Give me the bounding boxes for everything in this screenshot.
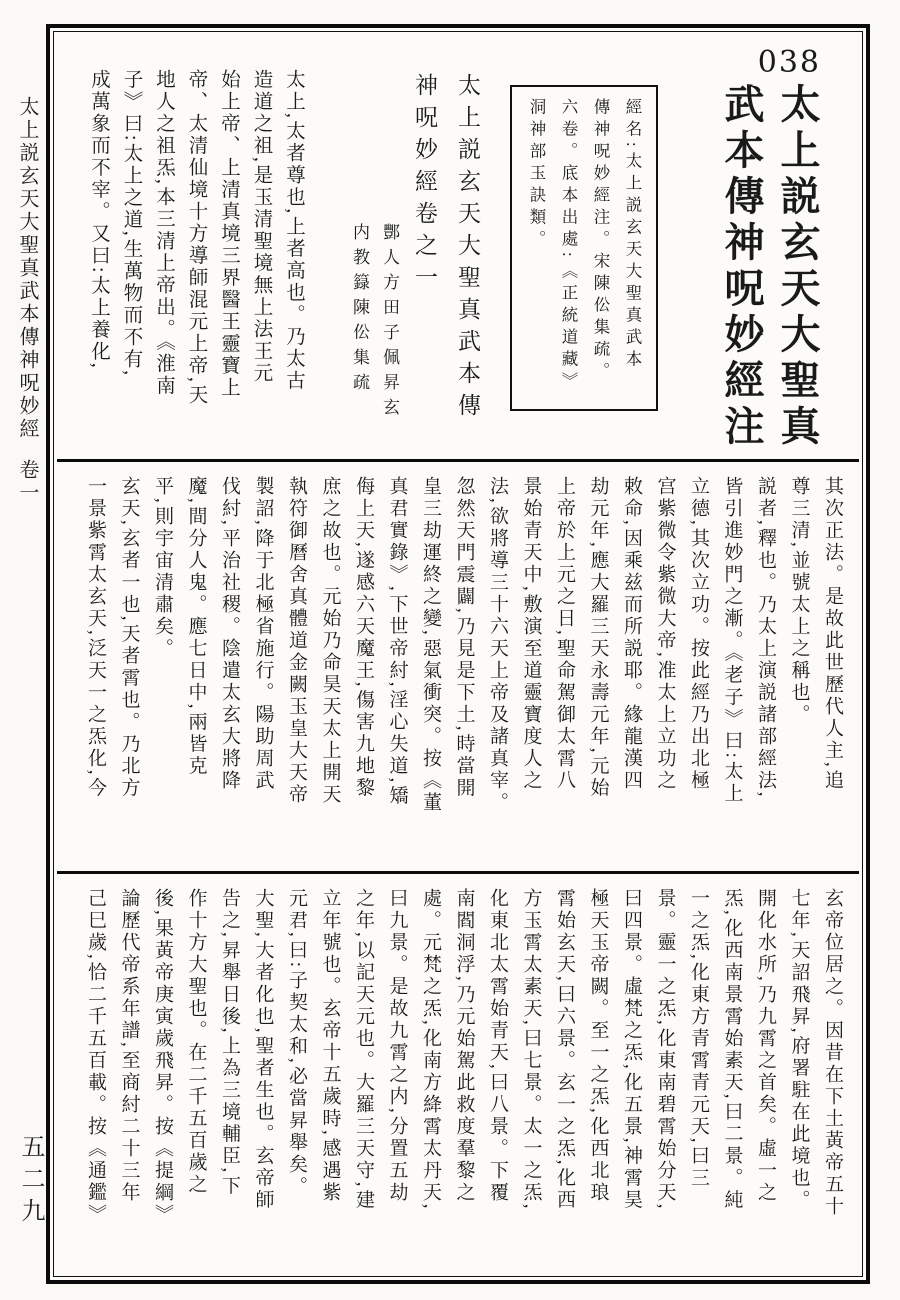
text-column: 劫元年,應大羅三天永壽元年,元始	[587, 476, 609, 800]
section-title-column-2: 神呪妙經卷之一	[412, 73, 437, 297]
text-column: 侮上天,遂感六天魔王,傷害九地黎	[353, 476, 374, 800]
attribution-column-2: 内教籙陳伀集疏	[350, 223, 369, 398]
text-column: 造道之祖,是玉清聖境無上法王元	[250, 69, 272, 385]
text-column: 始上帝、上清真境三界醫王靈寶上	[218, 69, 239, 399]
text-column: 上帝於上元之日,聖命駕御太霄八	[554, 476, 575, 792]
text-column: 帝、太清仙境十方導師混元上帝,天	[185, 69, 207, 407]
text-column: 太上,太者尊也,上者高也。乃太古	[283, 69, 304, 392]
commentary-band-1	[82, 69, 310, 451]
text-column: 敕命,因乘兹而所説耶。緣龍漢四	[621, 476, 642, 792]
text-column: 元君,曰:子契太和,必當昇舉矣。	[286, 888, 307, 1198]
spine-title-text: 太上説玄天大聖真武本傳神呪妙經	[16, 96, 38, 441]
text-column: 立德,其次立功。按此經乃出北極	[688, 476, 709, 792]
main-title	[713, 83, 825, 455]
colophon-box	[510, 85, 658, 411]
spine-volume-label: 卷一	[16, 459, 38, 505]
text-column: 極天玉帝闕。至一之炁,化西北琅	[587, 888, 609, 1204]
page-frame	[46, 24, 870, 1284]
attribution	[344, 223, 404, 453]
text-column: 後,果黃帝庚寅歲飛昇。按《提綱》	[152, 888, 173, 1226]
band-title-section	[57, 35, 859, 459]
spine-title	[13, 96, 42, 536]
text-column: 曰九景。是故九霄之内,分置五劫	[386, 888, 408, 1204]
text-column: 六卷。底本出處:《正統道藏》	[559, 98, 578, 395]
text-column: 經名:太上説玄天大聖真武本	[623, 98, 642, 373]
band-commentary-3	[57, 871, 859, 1280]
commentary-band-3-text	[63, 888, 849, 1272]
text-column: 炁,化西南景霄始素天,曰二景。純	[721, 888, 743, 1212]
text-column: 其次正法。是故此世歷代人主,追	[822, 476, 843, 792]
attribution-column-1: 酆人方田子佩昇玄	[380, 223, 399, 423]
text-column: 景。靈一之炁,化東南碧霄始分天,	[654, 888, 676, 1212]
section-title	[403, 73, 489, 453]
text-column: 論歷代帝系年譜,至商紂二十三年	[118, 888, 140, 1204]
text-column: 真君實錄》,下世帝紂,淫心失道,矯	[386, 476, 408, 808]
text-column: 玄帝位居之。因昔在下土黃帝五十	[822, 888, 843, 1218]
text-column: 製詔,降于北極省施行。陽助周武	[252, 476, 274, 792]
main-title-column-1: 太上説玄天大聖真	[775, 83, 820, 451]
text-column: 己巳歲,恰二千五百載。按《通鑑》	[85, 888, 106, 1226]
section-title-column-1: 太上説玄天大聖真武本傳	[455, 73, 480, 425]
folio-number: 五二九	[17, 1134, 43, 1230]
text-column: 伐紂,平治社稷。陰遣太玄大將降	[219, 476, 240, 792]
stamp-number: 038	[757, 45, 821, 80]
text-column: 一之炁,化東方青霄青元天,曰三	[688, 888, 709, 1190]
band-commentary-2	[57, 459, 859, 871]
commentary-band-2-text	[63, 476, 849, 863]
text-column: 傳神呪妙經注。宋陳伀集疏。	[591, 98, 610, 384]
text-column: 忽然天門震闢,乃見是下土,時當開	[453, 476, 475, 800]
main-title-column-2: 武本傳神呪妙經注	[719, 83, 764, 451]
text-column: 執符御曆舍真體道金闕玉皇大天帝	[286, 476, 307, 806]
text-column: 之年,以記天元也。大羅三天守,建	[353, 888, 374, 1212]
text-column: 地人之祖炁,本三清上帝出。《淮南	[153, 69, 174, 397]
text-column: 開化水所,乃九霄之首矣。虛一之	[755, 888, 776, 1204]
text-column: 説者,釋也。乃太上演説諸部經法,	[755, 476, 776, 800]
text-column: 立年號也。玄帝十五歲時,感遇紫	[319, 888, 341, 1204]
text-column: 宫紫微令紫微大帝,准太上立功之	[654, 476, 676, 792]
text-column: 子》曰:太上之道,生萬物而不有,	[120, 69, 142, 378]
text-column: 洞神部玉訣類。	[527, 98, 546, 252]
text-column: 處。元梵之炁,化南方絳霄太丹天,	[420, 888, 441, 1212]
text-column: 作十方大聖也。在二千五百歲之	[185, 888, 207, 1196]
text-column: 七年,天詔飛昇,府署駐在此境也。	[788, 888, 810, 1212]
text-column: 大聖,大者化也,聖者生也。玄帝師	[252, 888, 274, 1212]
page-content	[57, 35, 859, 1273]
text-column: 化東北太霄始青天,曰八景。下覆	[487, 888, 508, 1204]
text-column: 庶之故也。元始乃命昊天太上開天	[319, 476, 341, 806]
text-column: 尊三清,並號太上之稱也。	[788, 476, 810, 726]
text-column: 景始青天中,敷演至道靈寶度人之	[520, 476, 542, 792]
text-column: 玄天,玄者一也,天者霄也。乃北方	[118, 476, 140, 800]
text-column: 一景紫霄太玄天,泛天一之炁化,今	[85, 476, 106, 800]
text-column: 成萬象而不宰。又曰:太上養化,	[88, 69, 109, 371]
text-column: 南閻洞浮,乃元始駕此救度羣黎之	[453, 888, 475, 1204]
text-column: 曰四景。虛梵之炁,化五景,神霄昊	[621, 888, 642, 1212]
text-column: 告之,昇舉日後,上為三境輔臣,下	[219, 888, 240, 1198]
text-column: 霄始玄天,曰六景。玄一之炁,化西	[554, 888, 575, 1212]
text-column: 方玉霄太素天,曰七景。太一之炁,	[520, 888, 542, 1212]
text-column: 法,欲將導三十六天上帝及諸真宰。	[487, 476, 508, 814]
text-column: 皇三劫運終之變,惡氣衝突。按《董	[420, 476, 441, 814]
text-column: 皆引進妙門之漸。《老子》曰:太上	[721, 476, 743, 805]
text-column: 魔,間分人鬼。應七日中,兩皆克	[185, 476, 207, 778]
text-column: 平,則宇宙清肅矣。	[152, 476, 173, 660]
